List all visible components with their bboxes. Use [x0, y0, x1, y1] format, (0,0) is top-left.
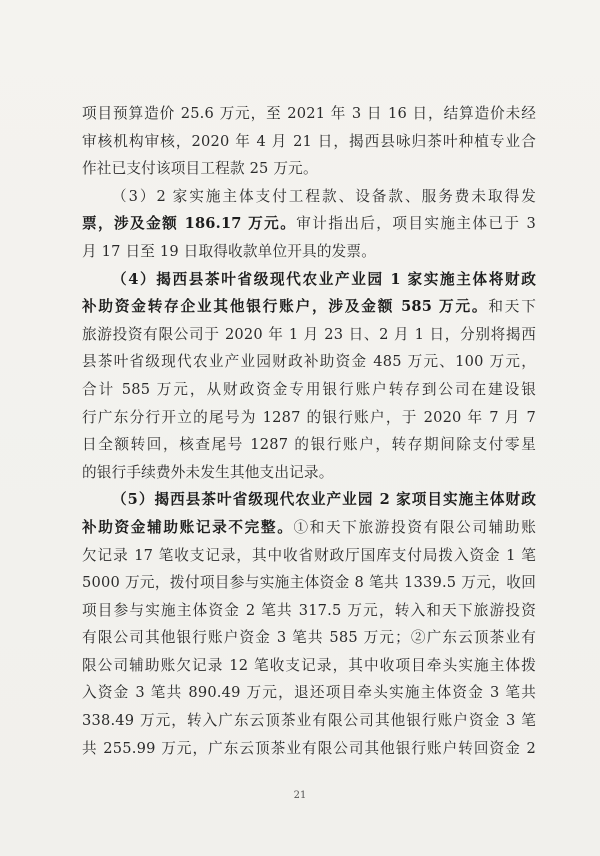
text-line: 审核机构审核，2020 年 4 月 21 日，揭西县咏归茶叶种植专业合: [82, 132, 536, 150]
bold-run: 票，涉及金额 186.17 万元。: [82, 215, 297, 233]
text-line: 338.49 万元，转入广东云顶茶业有限公司其他银行账户资金 3 笔: [82, 712, 536, 730]
text-line: 限公司辅助账欠记录 12 笔收支记录，其中收项目牵头实施主体拨: [82, 656, 536, 674]
text-line: 欠记录 17 笔收支记录，其中收省财政厅国库支付局拨入资金 1 笔: [82, 546, 536, 564]
page-number: 21: [293, 790, 307, 801]
text-line: 项目参与实施主体资金 2 笔共 317.5 万元，转入和天下旅游投资: [82, 601, 536, 619]
text-line: 作社已支付该项目工程款 25 万元。: [82, 160, 318, 178]
text-line: 行广东分行开立的尾号为 1287 的银行账户，于 2020 年 7 月 7: [82, 408, 536, 426]
bold-run: （5）揭西县茶叶省级现代农业产业园 2 家项目实施主体财政: [112, 491, 536, 509]
text-line: 入资金 3 笔共 890.49 万元，退还项目牵头实施主体资金 3 笔共: [82, 684, 536, 702]
text-line: 日全额转回，核查尾号 1287 的银行账户，转存期间除支付零星: [82, 436, 536, 454]
text-line: 共 255.99 万元，广东云顶茶业有限公司其他银行账户转回资金 2: [82, 739, 536, 757]
text-line: 的银行手续费外未发生其他支出记录。: [82, 463, 334, 481]
text-line: [82, 486, 536, 514]
text-line: 有限公司其他银行账户资金 3 笔共 585 万元；②广东云顶茶业有: [82, 629, 536, 647]
bold-run: 补助资金辅助账记录不完整。: [82, 518, 294, 536]
text-line: 补助资金辅助账记录不完整。①和天下旅游投资有限公司辅助账: [82, 518, 536, 536]
text-line: 县茶叶省级现代农业产业园财政补助资金 485 万元、100 万元，: [82, 353, 536, 371]
text-line: 月 17 日至 19 日取得收款单位开具的发票。: [82, 242, 376, 260]
text-line: 补助资金转存企业其他银行账户，涉及金额 585 万元。和天下: [82, 298, 536, 316]
text-line: 5000 万元，拨付项目参与实施主体资金 8 笔共 1339.5 万元，收回: [82, 574, 536, 592]
text-line: [82, 266, 536, 294]
bold-run: （4）揭西县茶叶省级现代农业产业园 1 家实施主体将财政: [112, 270, 536, 288]
document-body: [82, 100, 536, 762]
text-line: 项目预算造价 25.6 万元，至 2021 年 3 日 16 日，结算造价未经: [82, 105, 536, 122]
text-line: 旅游投资有限公司于 2020 年 1 月 23 日、2 月 1 日，分别将揭西: [82, 325, 536, 343]
text-line: 票，涉及金额 186.17 万元。审计指出后，项目实施主体已于 3: [82, 215, 536, 233]
text-line: （3）2 家实施主体支付工程款、设备款、服务费未取得发: [112, 187, 536, 205]
text-line: 合计 585 万元，从财政资金专用银行账户转存到公司在建设银: [82, 380, 536, 398]
bold-run: 补助资金转存企业其他银行账户，涉及金额 585 万元。: [82, 298, 489, 316]
